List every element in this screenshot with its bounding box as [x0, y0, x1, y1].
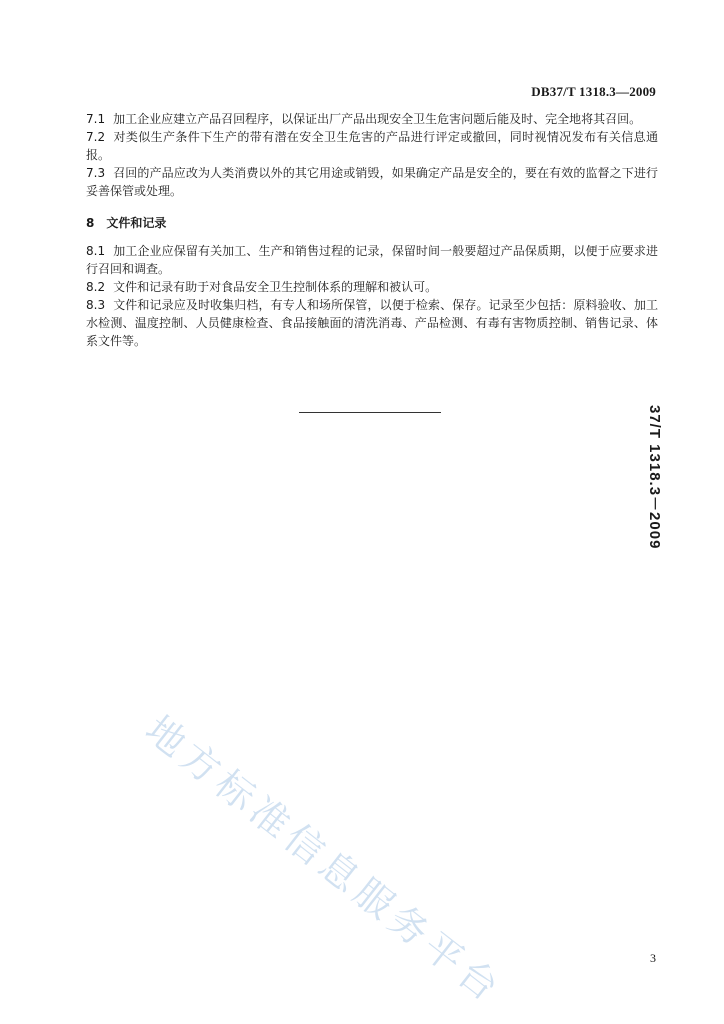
clause-8-3 [86, 296, 658, 350]
section-title: 文件和记录 [106, 216, 167, 230]
clause-number: 8.3 [86, 298, 106, 312]
clause-number: 7.2 [86, 130, 106, 144]
page-number: 3 [650, 951, 656, 965]
side-doc-code: 37/T 1318.3－2009 [646, 405, 663, 550]
clause-7-2 [86, 128, 658, 164]
clause-number: 7.3 [86, 166, 106, 180]
clause-text: 召回的产品应改为人类消费以外的其它用途或销毁，如果确定产品是安全的，要在有效的监督之下进行妥善保管或处理。 [86, 166, 658, 198]
clause-text: 文件和记录应及时收集归档，有专人和场所保管，以便于检索、保存。记录至少包括：原料验收、加工水检测、温度控制、人员健康检查、食品接触面的清洗消毒、产品检测、有毒有害物质控制、销售记录、体系文件等。 [86, 298, 658, 348]
clause-text: 对类似生产条件下生产的带有潜在安全卫生危害的产品进行评定或撤回，同时视情况发布有关信息通报。 [86, 130, 658, 162]
end-of-text-rule [299, 412, 441, 413]
clause-number: 7.1 [86, 112, 106, 126]
clause-text: 文件和记录有助于对食品安全卫生控制体系的理解和被认可。 [113, 280, 438, 294]
section-8-heading [86, 214, 658, 232]
clause-7-1 [86, 110, 658, 128]
clause-number: 8.1 [86, 244, 106, 258]
clause-8-1 [86, 242, 658, 278]
document-body [86, 110, 658, 350]
clause-text: 加工企业应保留有关加工、生产和销售过程的记录，保留时间一般要超过产品保质期，以便于应要求进行召回和调查。 [86, 244, 658, 276]
clause-7-3 [86, 164, 658, 200]
section-number: 8 [86, 216, 95, 230]
clause-number: 8.2 [86, 280, 106, 294]
clause-8-2 [86, 278, 658, 296]
header-doc-code: DB37/T 1318.3—2009 [531, 84, 656, 99]
watermark: 地方标准信息服务平台 [137, 707, 512, 1013]
clause-text: 加工企业应建立产品召回程序，以保证出厂产品出现安全卫生危害问题后能及时、完全地将其召回。 [113, 112, 642, 126]
